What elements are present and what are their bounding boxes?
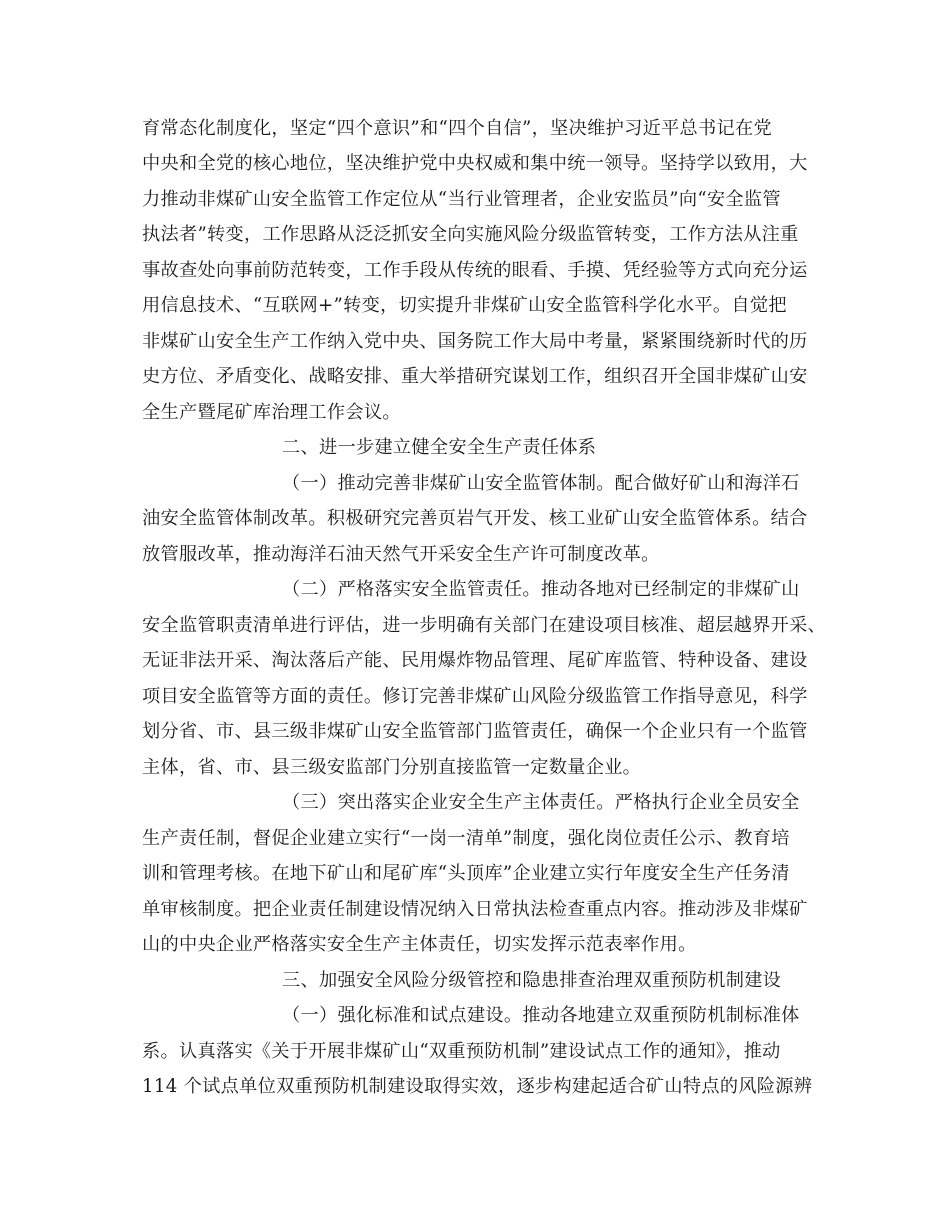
body-line: 山的中央企业严格落实安全生产主体责任，切实发挥示范表率作用。 xyxy=(142,934,697,955)
body-line: 执法者”转变，工作思路从泛泛抓安全向实施风险分级监管转变，工作方法从注重 xyxy=(142,224,799,245)
body-line: 安全监管职责清单进行评估，进一步明确有关部门在建设项目核准、超层越界开采、 xyxy=(142,615,827,636)
body-line: 力推动非煤矿山安全监管工作定位从“当行业管理者，企业安监员”向“安全监管 xyxy=(142,189,781,210)
section-heading: 三、加强安全风险分级管控和隐患排查治理双重预防机制建设 xyxy=(282,970,782,991)
body-line: 用信息技术、“互联网+”转变，切实提升非煤矿山安全监管科学化水平。自觉把 xyxy=(142,295,787,316)
body-line: 训和管理考核。在地下矿山和尾矿库“头顶库”企业建立实行年度安全生产任务清 xyxy=(142,863,790,884)
body-line: 主体，省、市、县三级安监部门分别直接监管一定数量企业。 xyxy=(142,757,642,778)
paragraph-start-line: （二）严格落实安全监管责任。推动各地对已经制定的非煤矿山 xyxy=(282,579,800,600)
body-line: 114 个试点单位双重预防机制建设取得实效，逐步构建起适合矿山特点的风险源辨 xyxy=(142,1076,813,1097)
body-line: 生产责任制，督促企业建立实行“一岗一清单”制度，强化岗位责任公示、教育培 xyxy=(142,828,790,849)
body-line: 史方位、矛盾变化、战略安排、重大举措研究谋划工作，组织召开全国非煤矿山安 xyxy=(142,366,808,387)
section-heading: 二、进一步建立健全安全生产责任体系 xyxy=(282,437,597,458)
body-line: 系。认真落实《关于开展非煤矿山“双重预防机制”建设试点工作的通知》，推动 xyxy=(142,1041,781,1062)
body-line: 油安全监管体制改革。积极研究完善页岩气开发、核工业矿山安全监管体系。结合 xyxy=(142,508,808,529)
body-line: 无证非法开采、淘汰落后产能、民用爆炸物品管理、尾矿库监管、特种设备、建设 xyxy=(142,650,808,671)
body-line: 事故查处向事前防范转变，工作手段从传统的眼看、手摸、凭经验等方式向充分运 xyxy=(142,260,808,281)
body-line: 中央和全党的核心地位，坚决维护党中央权威和集中统一领导。坚持学以致用，大 xyxy=(142,153,808,174)
body-line: 单审核制度。把企业责任制建设情况纳入日常执法检查重点内容。推动涉及非煤矿 xyxy=(142,899,808,920)
body-line: 全生产暨尾矿库治理工作会议。 xyxy=(142,402,401,423)
body-line: 育常态化制度化，坚定“四个意识”和“四个自信”，坚决维护习近平总书记在党 xyxy=(142,118,772,139)
paragraph-start-line: （三）突出落实企业安全生产主体责任。严格执行企业全员安全 xyxy=(282,792,800,813)
body-line: 放管服改革，推动海洋石油天然气开采安全生产许可制度改革。 xyxy=(142,544,660,565)
body-line: 划分省、市、县三级非煤矿山安全监管部门监管责任，确保一个企业只有一个监管 xyxy=(142,721,808,742)
body-line: 非煤矿山安全生产工作纳入党中央、国务院工作大局中考量，紧紧围绕新时代的历 xyxy=(142,331,808,352)
body-line: 项目安全监管等方面的责任。修订完善非煤矿山风险分级监管工作指导意见，科学 xyxy=(142,686,808,707)
paragraph-start-line: （一）强化标准和试点建设。推动各地建立双重预防机制标准体 xyxy=(282,1005,800,1026)
paragraph-start-line: （一）推动完善非煤矿山安全监管体制。配合做好矿山和海洋石 xyxy=(282,473,800,494)
